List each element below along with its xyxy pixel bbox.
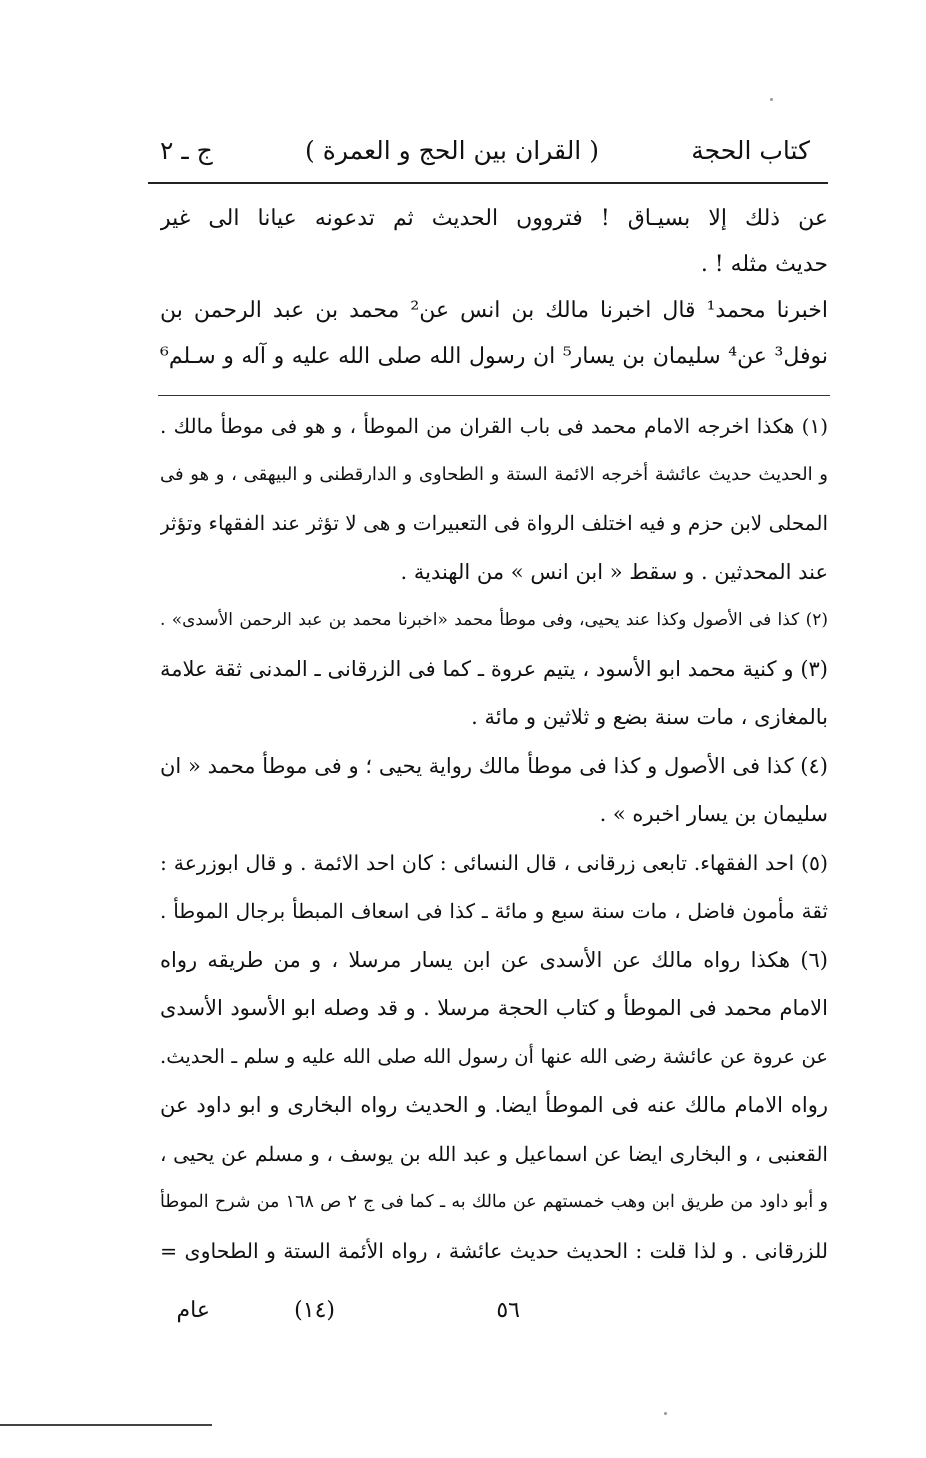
book-title: كتاب الحجة (691, 135, 810, 165)
signature-mark: (١٤) (294, 1298, 335, 1323)
main-line: حديث مثله ! . (700, 252, 828, 277)
footnote-line: و الحديث حديث عائشة أخرجه الائمة الستة و الطحاوى و الدارقطنى و البيهقى ، و هو فى (160, 463, 828, 485)
main-line: اخبرنا محمد¹ قال اخبرنا مالك بن انس عن² محمد بن عبد الرحمن بن (160, 298, 828, 323)
footnote-line: (١) هكذا اخرجه الامام محمد فى باب القران من الموطأ ، و هو فى موطأ مالك . (160, 414, 828, 438)
footnote-line: رواه الامام مالك عنه فى الموطأ ايضا. و الحديث رواه البخارى و ابو داود عن (160, 1093, 828, 1117)
footnote-line: (٣) و كنية محمد ابو الأسود ، يتيم عروة ـ كما فى الزرقانى ـ المدنى ثقة علامة (160, 656, 828, 681)
footnote-line: للزرقانى . و لذا قلت : الحديث حديث عائشة ، رواه الأئمة الستة و الطحاوى = (160, 1238, 828, 1263)
footnote-separator (158, 395, 830, 396)
footnote-line: المحلى لابن حزم و فيه اختلف الرواة فى التعبيرات و هى لا تؤثر عند الفقهاء وتؤثر (160, 511, 828, 535)
footnote-line: سليمان بن يسار اخبره » . (599, 802, 828, 826)
printer-code: عام (176, 1298, 210, 1323)
footnote-line: (٦) هكذا رواه مالك عن الأسدى عن ابن يسار مرسلا ، و من طريقه رواه (160, 947, 828, 972)
page-number: ٥٦ (496, 1298, 520, 1323)
page-footer (160, 1298, 520, 1338)
chapter-title: ( القران بين الحج و العمرة ) (305, 135, 599, 165)
running-header (160, 128, 810, 172)
footnote-line: بالمغازى ، مات سنة بضع و ثلاثين و مائة . (471, 705, 828, 729)
main-line: نوفل³ عن⁴ سليمان بن يسار⁵ ان رسول الله صلى الله عليه و آله و سـلم⁶ (160, 344, 828, 369)
footnote-line: عند المحدثين . و سقط « ابن انس » من الهندية . (400, 559, 828, 584)
footnote-line: و أبو داود من طريق ابن وهب خمستهم عن مالك به ـ كما فى ج ٢ ص ١٦٨ من شرح الموطأ (160, 1192, 828, 1212)
footnote-line: الامام محمد فى الموطأ و كتاب الحجة مرسلا . و قد وصله ابو الأسود الأسدى (160, 996, 828, 1020)
footnote-line: (٥) احد الفقهاء. تابعى زرقانى ، قال النسائى : كان احد الائمة . و قال ابوزرعة : (160, 850, 828, 875)
main-line: عن ذلك إلا بسيـاق ! فترووں الحديث ثم تدعونه عيانا الى غير (160, 206, 828, 231)
footnote-line: ثقة مأمون فاضل ، مات سنة سبع و مائة ـ كذا فى اسعاف المبطأ برجال الموطأ . (160, 899, 828, 923)
scan-speck (770, 98, 773, 101)
header-rule (148, 182, 828, 184)
scan-speck (664, 1412, 667, 1415)
footnote-line: القعنبى ، و البخارى ايضا عن اسماعيل و عبد الله بن يوسف ، و مسلم عن يحيى ، (160, 1141, 828, 1166)
footnote-line: عن عروة عن عائشة رضى الله عنها أن رسول الله صلى الله عليه و سلم ـ الحديث. (160, 1044, 828, 1068)
scan-edge-line (0, 1424, 212, 1426)
footnote-line: (٤) كذا فى الأصول و كذا فى موطأ مالك رواية يحيى ؛ و فى موطأ محمد « ان (160, 753, 828, 778)
main-text (160, 196, 828, 380)
volume-label: ج ـ ٢ (160, 135, 213, 165)
footnotes (160, 402, 828, 1275)
footnote-line: (٢) كذا فى الأصول وكذا عند يحيى، وفى موطأ محمد «اخبرنا محمد بن عبد الرحمن الأسدى» . (160, 610, 828, 630)
